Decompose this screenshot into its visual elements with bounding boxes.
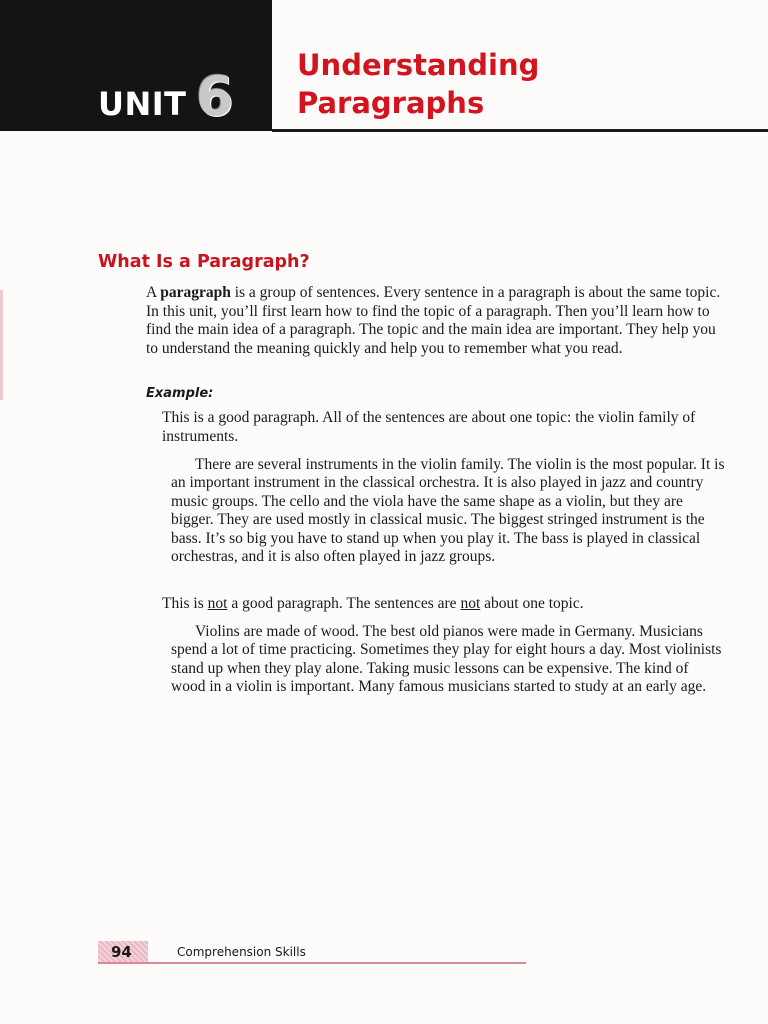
footer-rule: [98, 962, 526, 964]
unit-title-line-1: Understanding: [297, 48, 540, 82]
intro-paragraph: [146, 284, 726, 358]
section-heading: What Is a Paragraph?: [98, 252, 310, 272]
page-number: 94: [111, 943, 132, 961]
good-example-paragraph: There are several instruments in the violin family. The violin is the most popular. It is an important instrument in the classical orchestra. It is also played in jazz and country music groups. The cello and the viola have the same shape as a violin, but they are bigger. They are used mostly in classical music. The biggest stringed instrument is the bass. It’s so big you have to stand up when you play it. The bass is played in classical orchestras, and it is also often played in jazz groups.: [171, 456, 725, 566]
bad-note-part-3: about one topic.: [480, 595, 584, 612]
example-label: Example:: [146, 386, 214, 401]
good-paragraph-note: This is a good paragraph. All of the sentences are about one topic: the violin family of instruments.: [162, 409, 696, 445]
header-rule: [272, 129, 768, 132]
bad-note-part-1: This is: [162, 595, 208, 612]
intro-keyword: paragraph: [160, 284, 231, 301]
intro-text-start: A: [146, 284, 161, 301]
unit-title: [297, 46, 737, 122]
footer-section-label: Comprehension Skills: [177, 945, 306, 959]
unit-label: UNIT: [98, 85, 187, 123]
bad-note-not-1: not: [207, 595, 228, 612]
bad-note-not-2: not: [460, 595, 481, 612]
intro-text-rest: is a group of sentences. Every sentence in a paragraph is about the same topic. In this unit, you’ll first learn how to find the topic of a paragraph. Then you’ll learn how to find the main idea of a paragraph. The topic and the main idea are important. They help you to understand the meaning quickly and help you to remember what you read.: [146, 284, 721, 357]
bad-paragraph-note: [162, 595, 722, 614]
page-edge-mark: [0, 290, 3, 400]
bad-example-paragraph: Violins are made of wood. The best old pianos were made in Germany. Musicians spend a lot of time practicing. Sometimes they play for eight hours a day. Most violinists stand up when they play alone. Taking music lessons can be expensive. The kind of wood in a violin is important. Many famous musicians started to study at an early age.: [171, 623, 722, 696]
unit-number: 6: [196, 65, 234, 128]
unit-title-line-2: Paragraphs: [297, 86, 485, 120]
bad-note-part-2: a good paragraph. The sentences are: [227, 595, 461, 612]
